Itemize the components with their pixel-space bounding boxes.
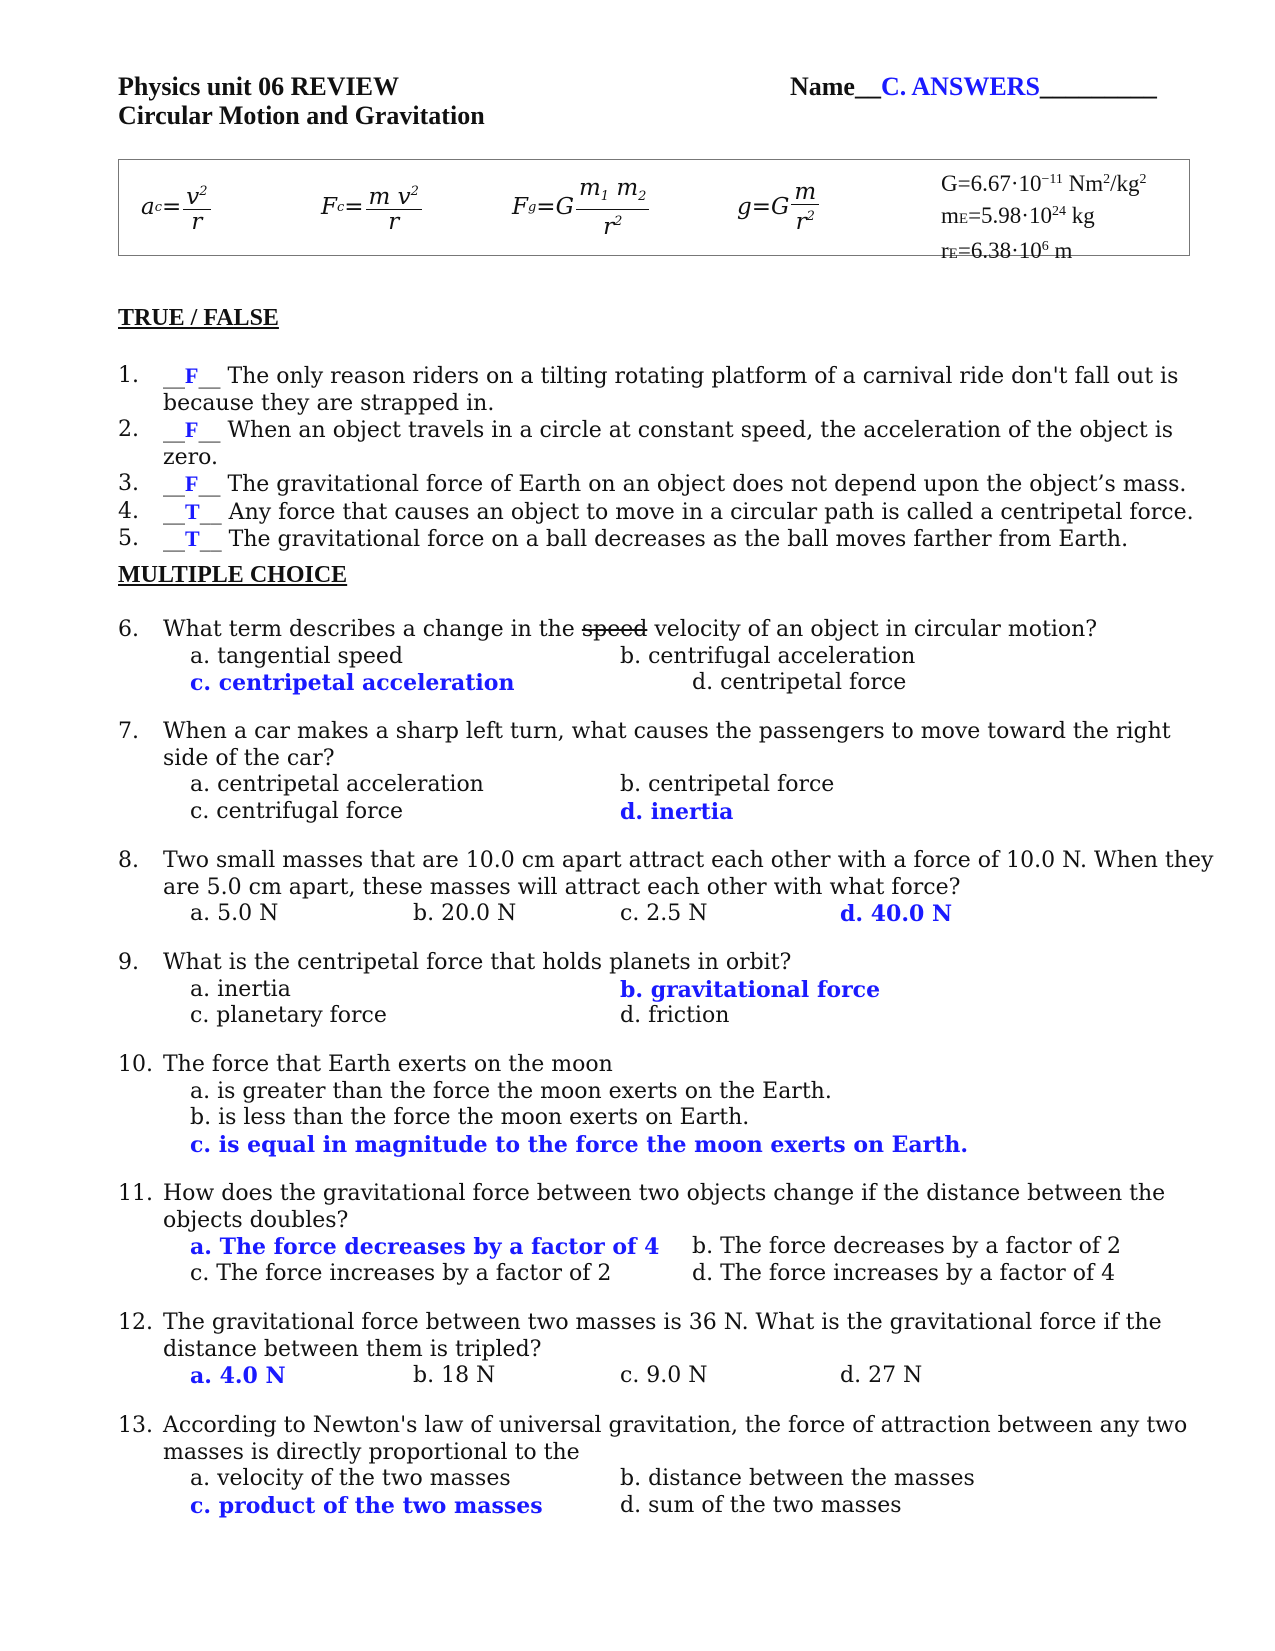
option-d: d. centripetal force (692, 670, 907, 695)
worksheet-title (118, 72, 485, 130)
option-c: c. The force increases by a factor of 2 (190, 1260, 612, 1286)
question-10 (118, 1052, 1218, 1158)
true-false-list (118, 363, 1218, 554)
question-text (163, 617, 1218, 644)
eq-g-den-sup: 2 (806, 209, 815, 224)
gravitational-constant (941, 166, 1147, 198)
name-blank-pre: __ (854, 72, 881, 101)
question-7 (118, 719, 1218, 825)
centripetal-acceleration-formula: a c = $\frac{v^2}{r}$ (141, 178, 211, 236)
eq-fg-lhs: F (512, 194, 528, 220)
option-b: b. centrifugal acceleration (620, 643, 916, 669)
option-a: a. tangential speed (190, 643, 404, 669)
tf-number: 1. (118, 363, 139, 388)
tf-statement: The only reason riders on a tilting rotating platform of a carnival ride don't fall out is because they are strapped in. (163, 364, 1179, 416)
option-d: d. friction (620, 1003, 730, 1028)
option-b: b. The force decreases by a factor of 2 (692, 1234, 1121, 1259)
eq-fc-fraction (366, 180, 422, 234)
option-b-correct: b. gravitational force (620, 976, 881, 1003)
option-c-correct: c. centripetal acceleration (190, 670, 515, 696)
question-text: According to Newton's law of universal gravitation, the force of attraction between any two masses is directly proportional to the (163, 1413, 1188, 1465)
option-d: d. 27 N (840, 1363, 923, 1388)
gravitational-field-formula: g = G $\frac{m}{r^2}$ (737, 178, 819, 236)
question-8 (118, 848, 1218, 928)
question-13 (118, 1413, 1218, 1519)
tf-blank-post: __ (198, 418, 221, 443)
earth-mass-text: =5.98·10 (968, 203, 1052, 228)
question-text: When a car makes a sharp left turn, what causes the passengers to move toward the right side of the car? (163, 719, 1171, 771)
option-d-correct: d. 40.0 N (840, 901, 953, 927)
tf-answer: F (185, 471, 199, 496)
tf-statement: When an object travels in a circle at constant speed, the acceleration of the object is zero. (163, 418, 1174, 470)
option-a: a. centripetal acceleration (190, 772, 484, 797)
eq-g-lhs: g (737, 194, 752, 220)
g-const-unit2-sup: 2 (1139, 172, 1147, 187)
option-a: a. velocity of the two masses (190, 1466, 511, 1491)
question-number: 12. (118, 1310, 153, 1335)
name-blank-post: _________ (1039, 72, 1157, 101)
question-6 (118, 617, 1218, 697)
earth-radius-text: =6.38·10 (957, 238, 1042, 263)
question-number: 9. (118, 950, 139, 975)
centripetal-force-formula: F c = $\frac{m v^2}{r}$ (321, 178, 422, 236)
eq-fc-sub: c (336, 199, 345, 215)
tf-blank-pre: __ (163, 418, 185, 443)
option-b: b. centripetal force (620, 772, 835, 797)
option-c-correct: c. is equal in magnitude to the force the moon exerts on Earth. (190, 1131, 969, 1158)
title-line-1: Physics unit 06 REVIEW (118, 72, 399, 101)
question-number: 13. (118, 1413, 153, 1438)
earth-mass-label: m (941, 203, 959, 228)
eq-g-fraction (791, 180, 819, 234)
option-d: d. The force increases by a factor of 4 (692, 1260, 1116, 1286)
eq-g-num: m (791, 180, 819, 205)
earth-radius-sub: E (948, 246, 958, 262)
tf-item (118, 363, 1218, 417)
tf-blank-pre: __ (163, 527, 185, 552)
eq-fg-den: r (603, 213, 615, 240)
tf-answer: T (185, 498, 200, 524)
question-9 (118, 950, 1218, 1030)
tf-answer: F (185, 363, 199, 388)
eq-fg-fraction (576, 176, 650, 239)
question-text: What is the centripetal force that holds planets in orbit? (163, 950, 792, 975)
tf-blank-post: __ (198, 364, 221, 389)
tf-statement: The gravitational force of Earth on an object does not depend upon the object’s mass. (220, 472, 1187, 497)
name-field (790, 72, 1157, 101)
tf-item (118, 499, 1218, 527)
eq-fg-den-sup: 2 (614, 213, 623, 229)
question-number: 7. (118, 719, 139, 744)
question-text: The force that Earth exerts on the moon (163, 1052, 613, 1077)
tf-number: 4. (118, 498, 139, 524)
constants-list (941, 166, 1147, 268)
earth-radius-unit: m (1048, 238, 1073, 263)
question-text-part: velocity of an object in circular motion? (647, 617, 1098, 642)
option-a: a. inertia (190, 976, 291, 1002)
question-number: 8. (118, 848, 139, 873)
question-number: 10. (118, 1052, 153, 1077)
eq-ac-num: v (186, 184, 200, 210)
option-b: b. 18 N (413, 1363, 496, 1388)
option-b: b. 20.0 N (413, 901, 517, 926)
eq-fc-lhs: F (321, 194, 337, 220)
name-value: C. ANSWERS (880, 72, 1040, 101)
tf-item (118, 526, 1218, 554)
eq-ac-fraction (183, 180, 210, 234)
question-text: The gravitational force between two masses is 36 N. What is the gravitational force if the distance between them is tripled? (163, 1310, 1162, 1362)
tf-number: 2. (118, 417, 139, 442)
earth-mass-unit: kg (1065, 203, 1095, 228)
tf-number: 3. (118, 471, 139, 496)
tf-blank-pre: __ (163, 364, 185, 389)
g-const-unit2: /kg (1110, 171, 1140, 196)
tf-answer: F (185, 417, 199, 442)
option-a: a. is greater than the force the moon exerts on the Earth. (190, 1078, 832, 1104)
gravitational-force-formula: F g = G $\frac{m_1 m_2}{r^2}$ (512, 178, 649, 236)
g-const-exp: −11 (1041, 172, 1063, 187)
question-12 (118, 1310, 1218, 1390)
formula-box (118, 159, 1190, 263)
tf-item (118, 471, 1218, 499)
eq-ac-den: r (191, 209, 203, 235)
eq-fg-num-a-sub: 1 (600, 188, 610, 204)
eq-fg-coef: G (555, 194, 574, 220)
question-text: How does the gravitational force between two objects change if the distance between the objects doubles? (163, 1181, 1166, 1233)
option-a-correct: a. The force decreases by a factor of 4 (190, 1234, 660, 1260)
earth-mass-exp: 24 (1051, 204, 1066, 219)
eq-fg-num-b-sub: 2 (638, 188, 647, 204)
eq-fg-num-a: m (578, 174, 601, 201)
option-c: c. planetary force (190, 1003, 387, 1028)
tf-statement: The gravitational force on a ball decreases as the ball moves farther from Earth. (221, 527, 1129, 552)
question-number: 6. (118, 617, 139, 642)
option-c: c. 9.0 N (620, 1363, 708, 1388)
eq-fc-num-sup: 2 (410, 184, 419, 199)
option-b: b. distance between the masses (620, 1466, 975, 1491)
option-a: a. 5.0 N (190, 901, 279, 926)
question-text: Two small masses that are 10.0 cm apart attract each other with a force of 10.0 N. When they are 5.0 cm apart, these masses will attract each other with what force? (163, 848, 1214, 900)
option-c-correct: c. product of the two masses (190, 1492, 543, 1519)
tf-blank-pre: __ (163, 499, 185, 525)
tf-blank-post: __ (199, 499, 222, 525)
earth-radius-label: r (941, 238, 949, 263)
earth-radius-exp: 6 (1041, 239, 1049, 254)
eq-ac-lhs: a (141, 194, 155, 220)
option-d: d. sum of the two masses (620, 1492, 902, 1518)
eq-ac-sub: c (154, 199, 162, 215)
struck-word: speed (581, 617, 648, 642)
earth-radius (941, 233, 1147, 268)
title-line-2: Circular Motion and Gravitation (118, 101, 485, 130)
eq-fc-den: r (388, 209, 400, 235)
eq-g-coef: G (771, 194, 790, 220)
g-const-unit-sup: 2 (1103, 172, 1111, 187)
tf-item (118, 417, 1218, 471)
g-const-unit: Nm (1062, 171, 1104, 196)
question-number: 11. (118, 1181, 153, 1206)
eq-g-den: r (795, 209, 807, 235)
tf-blank-post: __ (199, 527, 222, 552)
eq-fc-num: m v (368, 184, 411, 210)
tf-blank-pre: __ (163, 472, 185, 497)
eq-ac-num-sup: 2 (199, 184, 208, 199)
question-11 (118, 1181, 1218, 1287)
g-const-text: G=6.67·10 (941, 171, 1042, 196)
option-c: c. centrifugal force (190, 798, 403, 824)
tf-answer: T (185, 526, 200, 551)
tf-blank-post: __ (198, 472, 221, 497)
multiple-choice-heading: MULTIPLE CHOICE (118, 562, 348, 588)
earth-mass-sub: E (958, 211, 969, 227)
true-false-heading: TRUE / FALSE (118, 305, 279, 331)
earth-mass (941, 198, 1147, 233)
tf-statement: Any force that causes an object to move in a circular path is called a centripetal force. (221, 499, 1194, 525)
tf-number: 5. (118, 526, 139, 551)
option-b: b. is less than the force the moon exerts on Earth. (190, 1105, 750, 1130)
question-text-part: What term describes a change in the (163, 617, 582, 642)
eq-fg-sub: g (527, 199, 537, 215)
option-a-correct: a. 4.0 N (190, 1363, 286, 1389)
name-label: Name (790, 72, 855, 101)
option-d-correct: d. inertia (620, 798, 734, 825)
eq-fg-num-b: m (616, 174, 639, 201)
option-c: c. 2.5 N (620, 901, 708, 926)
